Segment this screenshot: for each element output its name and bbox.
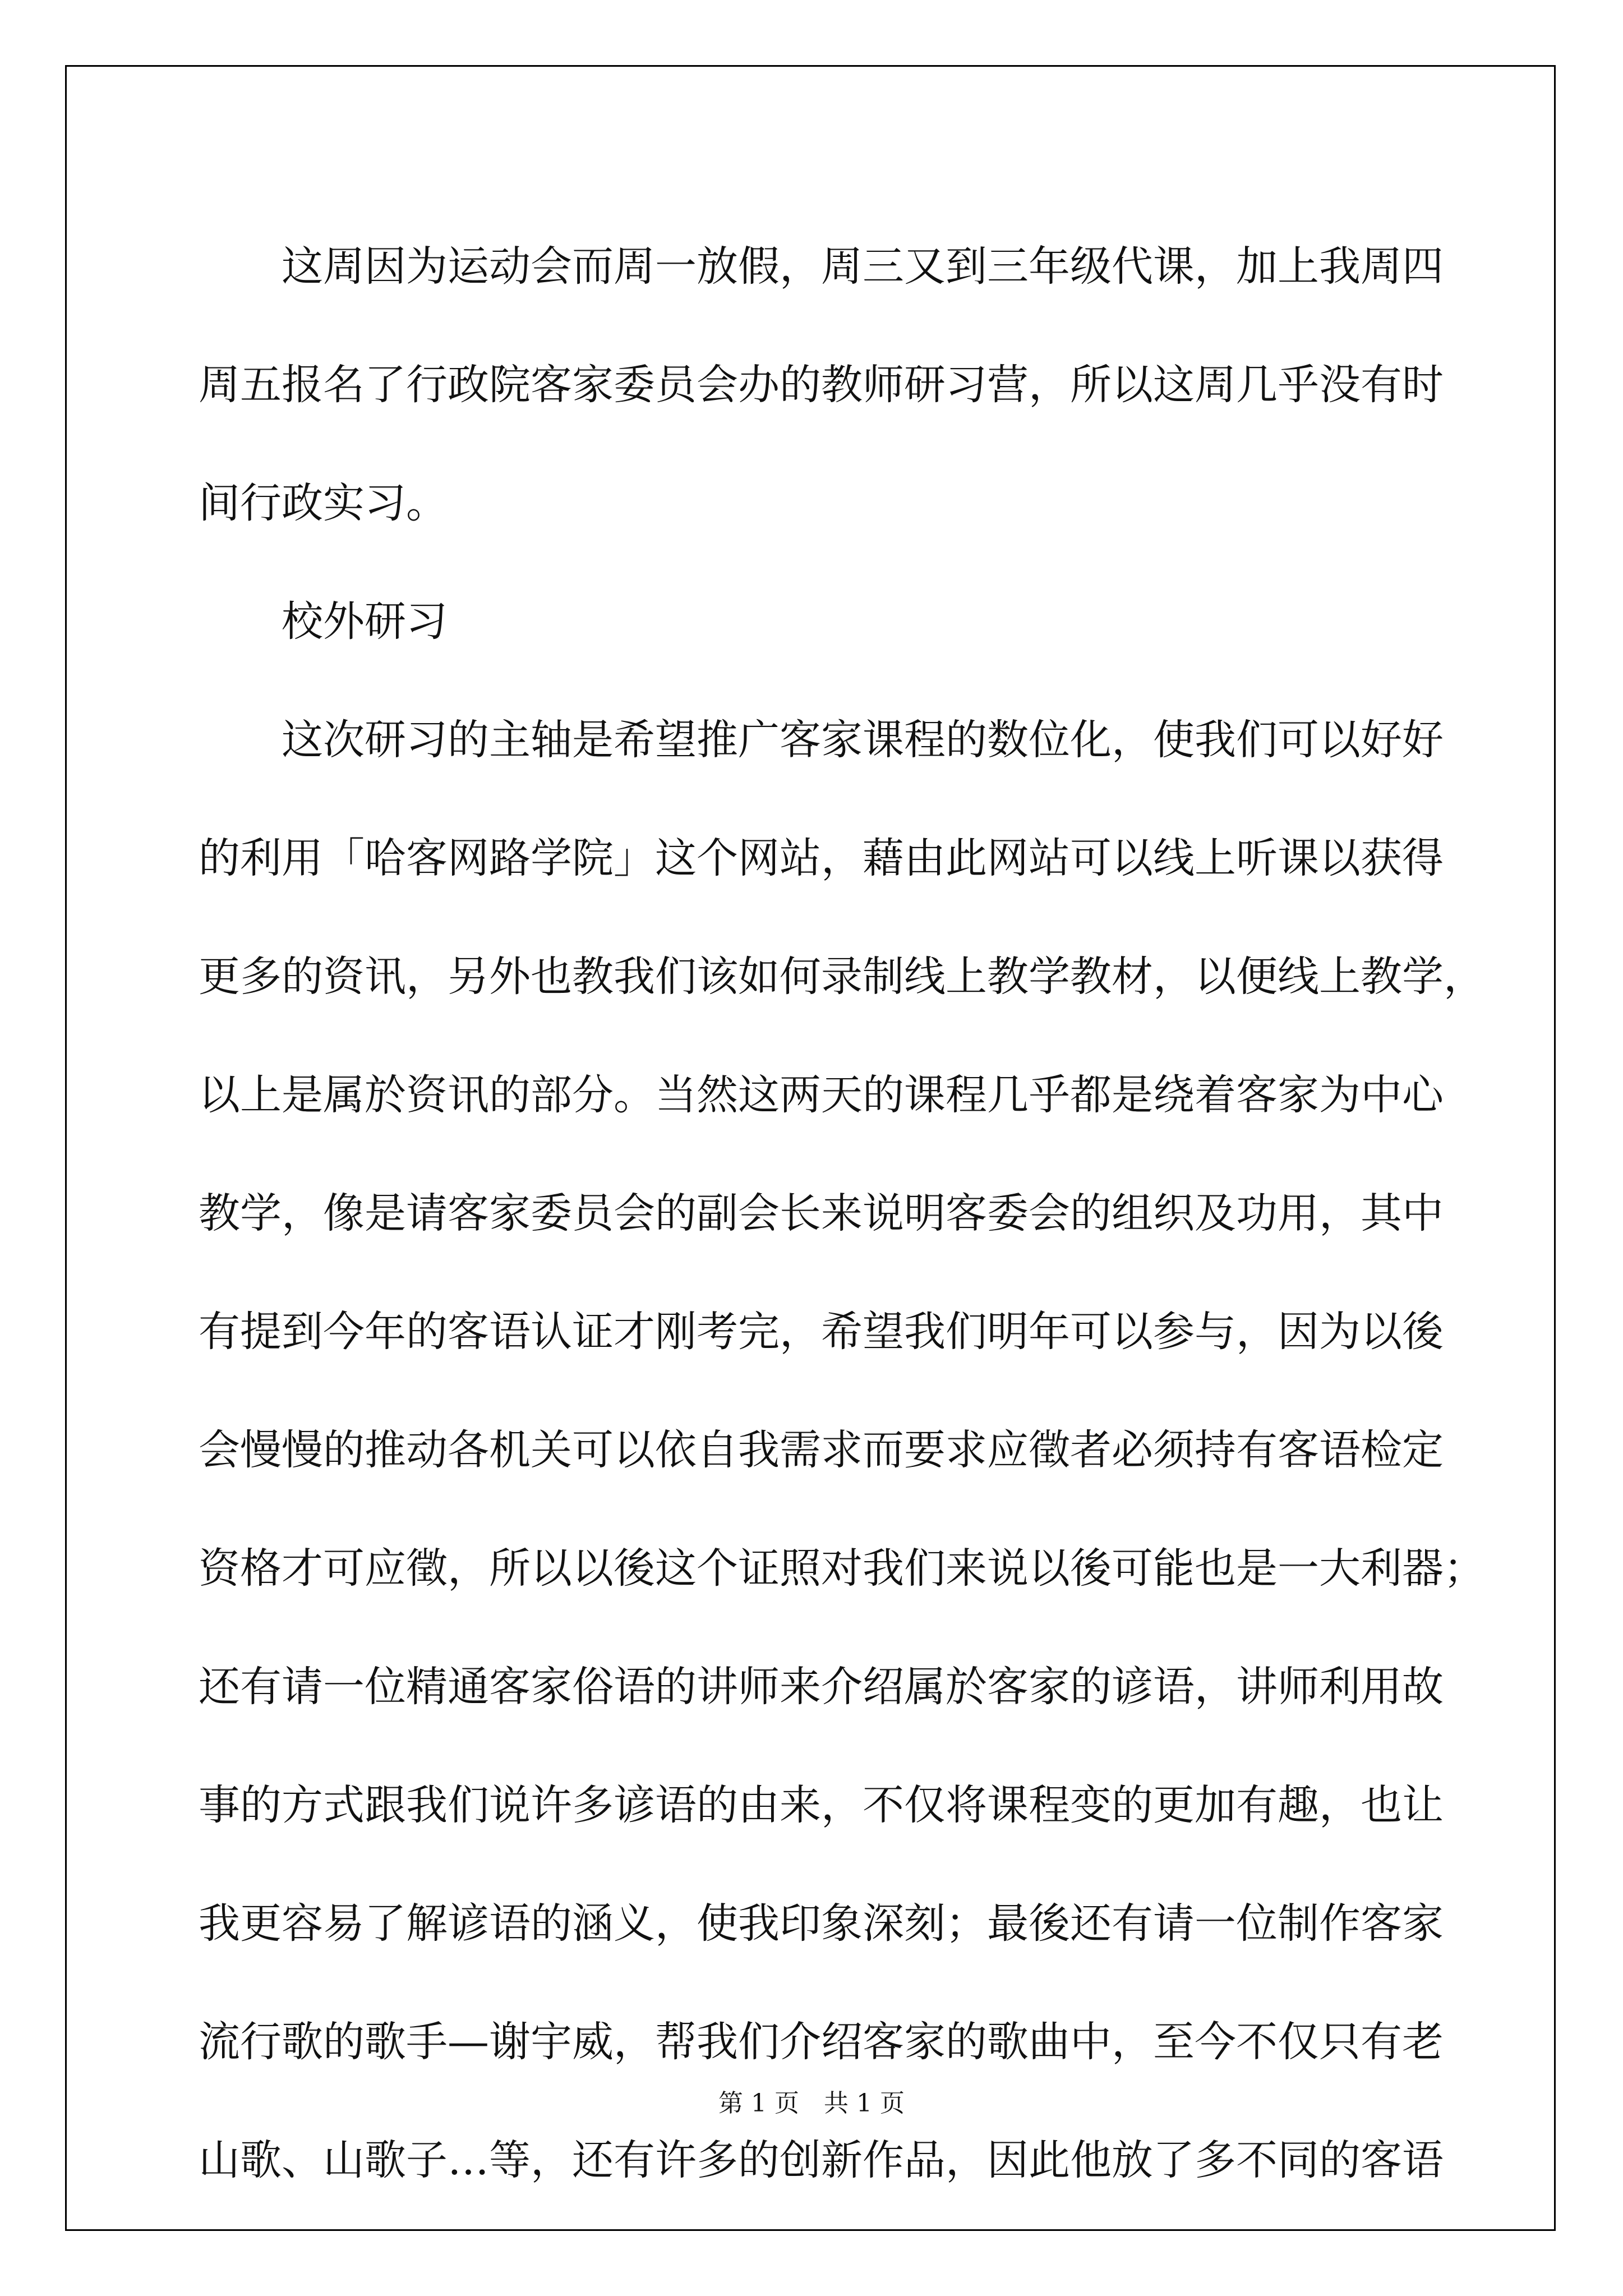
- text-line: 流行歌的歌手—谢宇威，帮我们介绍客家的歌曲中，至今不仅只有老: [199, 2018, 1444, 2066]
- text-line: 间行政实习。: [199, 479, 448, 527]
- text-line: 事的方式跟我们说许多谚语的由来，不仅将课程变的更加有趣，也让: [199, 1781, 1444, 1829]
- page-number: 第 1 页: [718, 2089, 799, 2118]
- heading-text: 校外研习: [282, 597, 448, 646]
- page-footer: [0, 2083, 1623, 2119]
- text-line: 有提到今年的客语认证才刚考完，希望我们明年可以参与，因为以後: [199, 1308, 1444, 1356]
- text-line: 更多的资讯，另外也教我们该如何录制线上教学教材，以便线上教学，: [199, 953, 1485, 1001]
- text-line: 还有请一位精通客家俗语的讲师来介绍属於客家的谚语，讲师利用故: [199, 1663, 1444, 1711]
- text-line: 这周因为运动会而周一放假，周三又到三年级代课，加上我周四: [282, 242, 1444, 291]
- text-line: 以上是属於资讯的部分。当然这两天的课程几乎都是绕着客家为中心: [199, 1071, 1444, 1119]
- text-line: 资格才可应徵，所以以後这个证照对我们来说以後可能也是一大利器；: [199, 1544, 1485, 1593]
- section-heading: [199, 563, 1438, 681]
- text-line: 这次研习的主轴是希望推广客家课程的数位化，使我们可以好好: [282, 716, 1444, 764]
- text-line: 会慢慢的推动各机关可以依自我需求而要求应徵者必须持有客语检定: [199, 1426, 1444, 1474]
- text-line: 的利用「哈客网路学院」这个网站，藉由此网站可以线上听课以获得: [199, 834, 1444, 882]
- paragraph-study: [199, 681, 1485, 2220]
- paragraph-intro: [199, 208, 1444, 563]
- text-line: 教学，像是请客家委员会的副会长来说明客委会的组织及功用，其中: [199, 1189, 1444, 1237]
- text-line: 周五报名了行政院客家委员会办的教师研习营，所以这周几乎没有时: [199, 361, 1444, 409]
- text-line: 我更容易了解谚语的涵义，使我印象深刻；最後还有请一位制作客家: [199, 1899, 1444, 1948]
- page-total: 共 1 页: [824, 2089, 905, 2118]
- text-line: 山歌、山歌子…等，还有许多的创新作品，因此他放了多不同的客语: [199, 2136, 1444, 2184]
- document-body: [199, 208, 1485, 2220]
